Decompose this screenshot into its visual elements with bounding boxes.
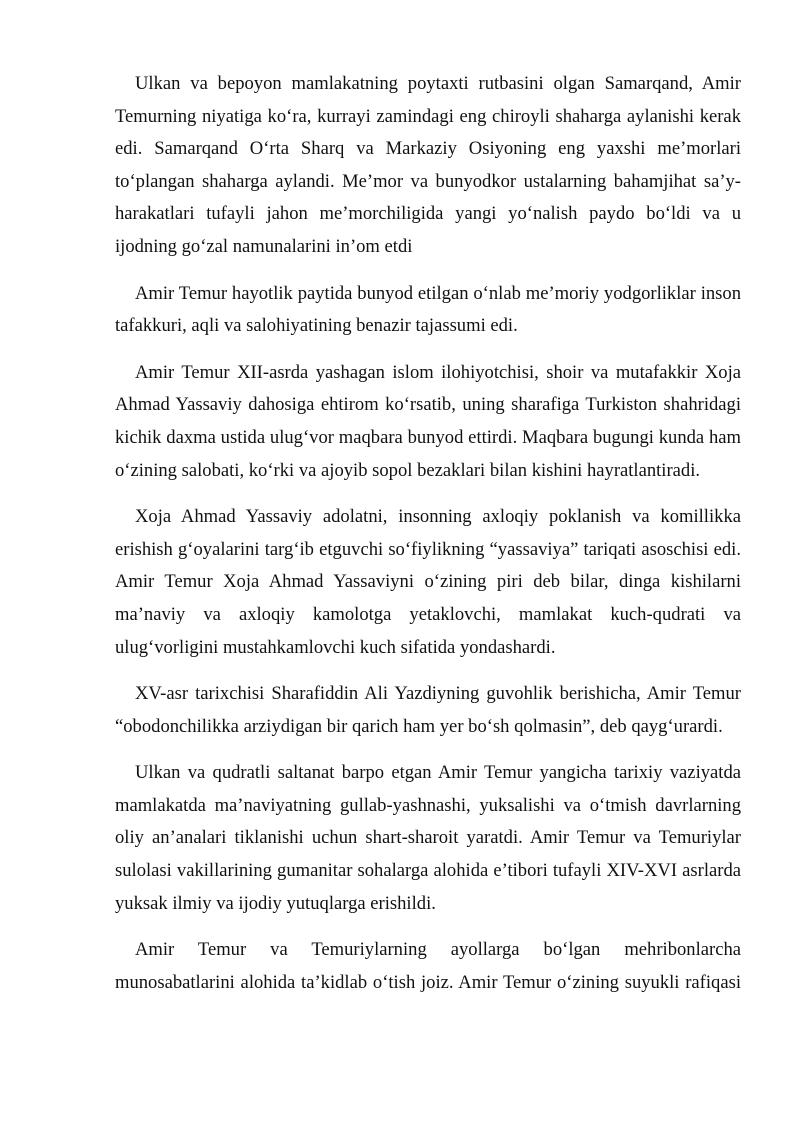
paragraph-spiritual-revival: Ulkan va qudratli saltanat barpo etgan Amir Temur yangicha tarixiy vaziyatda mamlakatda ma’naviyatning gullab-yashnashi, yuksalishi va o‘tmish davrlarning oliy an’analari tiklanishi uchun shart-sharoit yaratdi. Amir Temur va Temuriylar sulolasi vakillarining gumanitar sohalarga alohida e’tibori tufayli XIV-XVI asrlarda yuksak ilmiy va ijodiy yutuqlarga erishildi. <box>115 762 741 914</box>
paragraph-women: Amir Temur va Temuriylarning ayollarga bo‘lgan mehribonlarcha munosabatlarini alohida ta’kidlab o‘tish joiz. Amir Temur o‘zining suyukli rafiqasi <box>115 939 741 993</box>
paragraph-yazdiy-quote: XV-asr tarixchisi Sharafiddin Ali Yazdiyning guvohlik berishicha, Amir Temur “obodonchilikka arziydigan bir qarich ham yer bo‘sh qolmasin”, deb qayg‘urardi. <box>115 683 741 737</box>
paragraph-yassaviy-teachings: Xoja Ahmad Yassaviy adolatni, insonning axloqiy poklanish va komillikka erishish g‘oyalarini targ‘ib etguvchi so‘fiylikning “yassaviya” tariqati asoschisi edi. Amir Temur Xoja Ahmad Yassaviyni o‘zining piri deb bilar, dinga kishilarni ma’naviy va axloqiy kamolotga yetaklovchi, mamlakat kuch-qudrati va ulug‘vorligini mustahkamlovchi kuch sifatida yondashardi. <box>115 506 741 658</box>
paragraph-monuments: Amir Temur hayotlik paytida bunyod etilgan o‘nlab me’moriy yodgorliklar inson tafakkuri, aqli va salohiyatining benazir tajassumi edi. <box>115 282 741 337</box>
body-text <box>115 68 741 1013</box>
paragraph-yassaviy-mausoleum: Amir Temur XII-asrda yashagan islom ilohiyotchisi, shoir va mutafakkir Xoja Ahmad Yassaviy dahosiga ehtirom ko‘rsatib, uning sharafiga Turkiston shahridagi kichik daxma ustida ulug‘vor maqbara bunyod ettirdi. Maqbara bugungi kunda ham o‘zining salobati, ko‘rki va ajoyib sopol bezaklari bilan kishini hayratlantiradi. <box>115 361 741 481</box>
paragraph-samarqand: Ulkan va bepoyon mamlakatning poytaxti rutbasini olgan Samarqand, Amir Temurning niyatiga ko‘ra, kurrayi zamindagi eng chiroyli shaharga aylanishi kerak edi. Samarqand O‘rta Sharq va Markaziy Osiyoning eng yaxshi me’morlari to‘plangan shaharga aylandi. Me’mor va bunyodkor ustalarning bahamjihat sa’y-harakatlari tufayli jahon me’morchiligida yangi yo‘nalish paydo bo‘ldi va u ijodning go‘zal namunalarini in’om etdi <box>115 73 741 257</box>
